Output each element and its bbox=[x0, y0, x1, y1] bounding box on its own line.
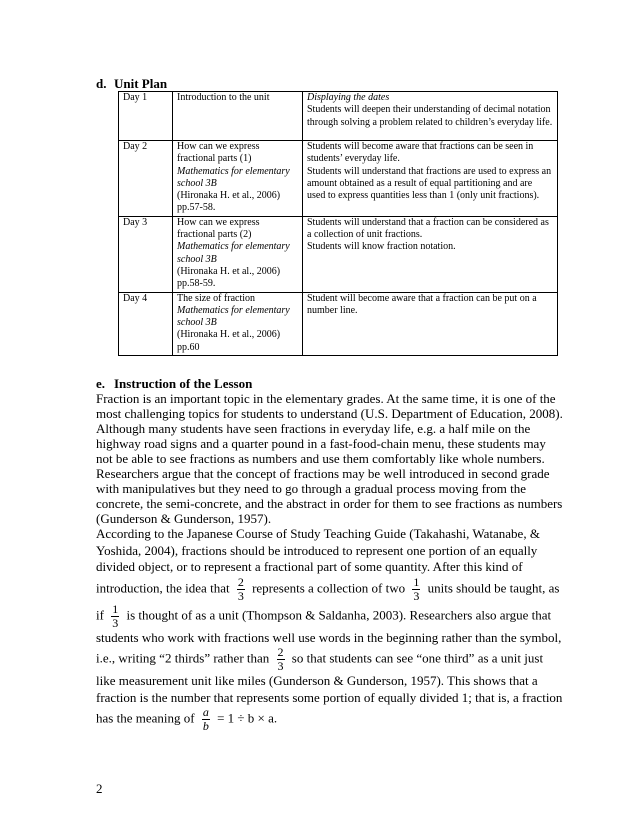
instruction-heading bbox=[96, 376, 252, 392]
table-row bbox=[119, 216, 558, 292]
topic-cell: The size of fraction Mathematics for elementary school 3B (Hironaka H. et al., 2006) pp.60 bbox=[173, 292, 303, 355]
fraction-one-third: $\frac{1}{3}$ bbox=[413, 574, 420, 603]
fraction-a-over-b: $\frac{a}{b}$ bbox=[202, 705, 209, 733]
table-row bbox=[119, 292, 558, 355]
day-cell: Day 2 bbox=[119, 141, 173, 217]
topic-cell: How can we express fractional parts (1) Mathematics for elementary school 3B (Hironaka H. et al., 2006) pp.57-58. bbox=[173, 141, 303, 217]
section-title: Instruction of the Lesson bbox=[114, 376, 253, 391]
table-row bbox=[119, 141, 558, 217]
section-title: Unit Plan bbox=[114, 76, 168, 91]
formula-rhs: = 1 ÷ b × a. bbox=[217, 710, 278, 726]
fraction-two-thirds: $\frac{2}{3}$ bbox=[237, 574, 244, 603]
day-cell: Day 3 bbox=[119, 216, 173, 292]
section-label: e. bbox=[96, 376, 106, 391]
topic-cell: How can we express fractional parts (2) Mathematics for elementary school 3B (Hironaka H. et al., 2006) pp.58-59. bbox=[173, 216, 303, 292]
fraction-one-third: $\frac{1}{3}$ bbox=[112, 601, 119, 630]
instruction-paragraph-1: Fraction is an important topic in the elementary grades. At the same time, it is one of the most challenging topics for students to understand (U.S. Department of Education, 2008). Although many students have seen fractions in everyday life, e.g. a half mile on the highway road signs and a quarter pound in a fast-food-chain menu, these students may not be able to see fractions as numbers and use them comfortably like whole numbers. Researchers argue that the concept of fractions may be well introduced in second grade with manipulatives but they need to go through a gradual process moving from the concrete, the semi-concrete, and the abstract in order for them to see fractions as numbers (Gunderson & Gunderson, 1957). bbox=[96, 391, 563, 526]
section-label: d. bbox=[96, 76, 107, 91]
page-number: 2 bbox=[96, 781, 103, 796]
unit-plan-table bbox=[118, 91, 558, 356]
goal-cell: Displaying the dates Students will deepen their understanding of decimal notation through solving a problem related to children’s everyday life. bbox=[303, 92, 558, 141]
goal-cell: Students will understand that a fraction can be considered as a collection of unit fractions. Students will know fraction notation. bbox=[303, 216, 558, 292]
unit-plan-heading bbox=[96, 76, 167, 92]
topic-cell: Introduction to the unit bbox=[173, 92, 303, 141]
instruction-paragraph-2: According to the Japanese Course of Study Teaching Guide (Takahashi, Watanabe, & Yoshida, 2004), fractions should be introduced to represent one portion of an equally divided object, or to represent a fractional part of some quantity. After this kind of introduction, the idea that $\frac{2}{3}$ represents a collection of two $\frac{1}{3}$ units should be taught, as if $\frac{1}{3}$ is thought of as a unit (Thompson & Saldanha, 2003). Researchers also argue that students who work with fractions well use words in the beginning rather than the symbol, i.e., writing “2 thirds” rather than $\frac{2}{3}$ so that students can see “one third” as a unit just like measurement unit like miles (Gunderson & Gunderson, 1957). This shows that a fraction is the number that represents some portion of equally divided 1; that is, a fraction has the meaning of $\frac{a}{b}$ = 1 ÷ b × a. bbox=[96, 526, 563, 733]
goal-cell: Students will become aware that fractions can be seen in students’ everyday life. Students will understand that fractions are used to express an amount obtained as a result of equal partitioning and are used to express quantities less than 1 (only unit fractions). bbox=[303, 141, 558, 217]
day-cell: Day 4 bbox=[119, 292, 173, 355]
day-cell: Day 1 bbox=[119, 92, 173, 141]
fraction-two-thirds: $\frac{2}{3}$ bbox=[277, 645, 284, 673]
goal-cell: Student will become aware that a fraction can be put on a number line. bbox=[303, 292, 558, 355]
table-row bbox=[119, 92, 558, 141]
